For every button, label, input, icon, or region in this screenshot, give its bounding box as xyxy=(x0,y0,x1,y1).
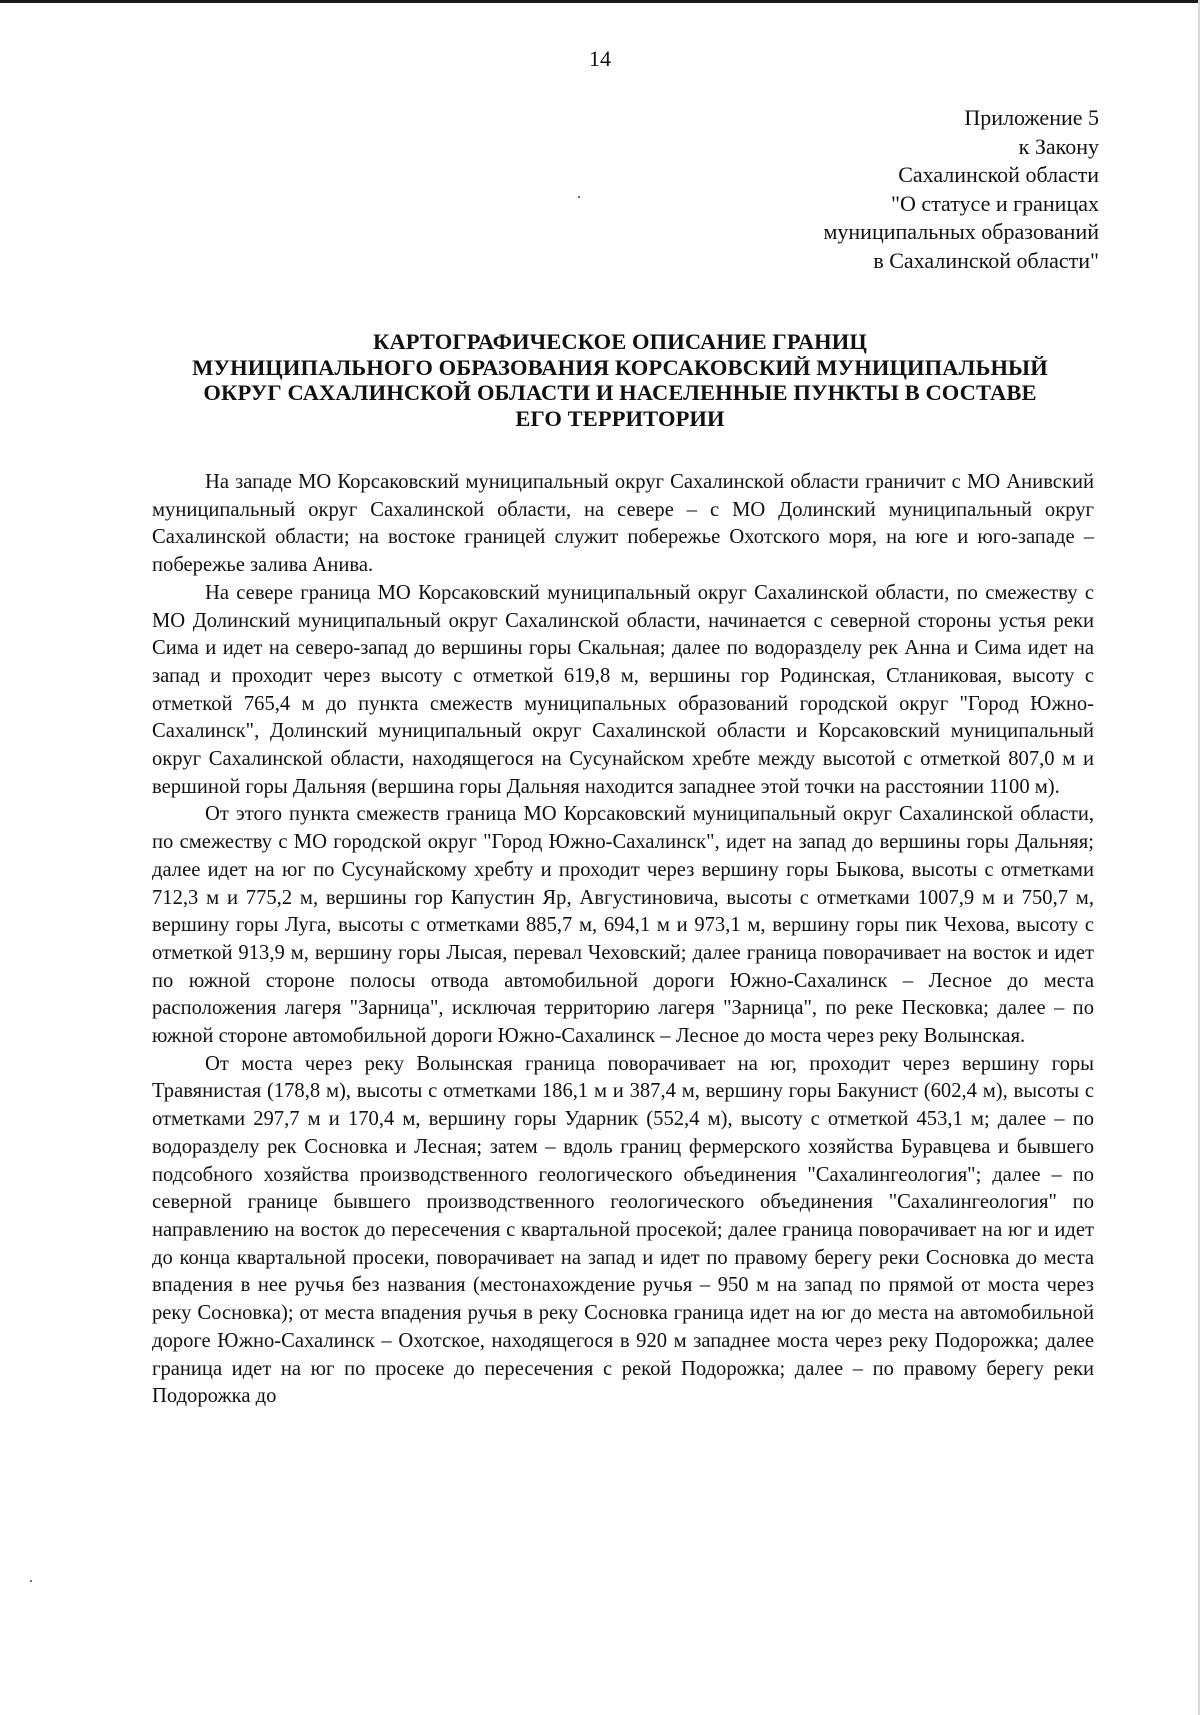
scan-speck xyxy=(578,196,580,198)
title-line: КАРТОГРАФИЧЕСКОЕ ОПИСАНИЕ ГРАНИЦ xyxy=(373,329,867,354)
attachment-line: муниципальных образований xyxy=(823,219,1099,244)
attachment-line: в Сахалинской области" xyxy=(873,247,1099,273)
scan-border-top xyxy=(0,0,1200,3)
attachment-line: "О статусе и границах xyxy=(891,190,1099,216)
paragraph: От этого пункта смежеств граница МО Корсаковский муниципальный округ Сахалинской области, по смежеству с МО городской округ "Город Южно-Сахалинск", идет на запад до вершины горы Дальняя; далее идет на юг по Сусунайскому хребту и проходит через вершину горы Быкова, высоты с отметками 712,3 м и 775,2 м, вершины гор Капустин Яр, Августиновича, высоты с отметками 1007,9 м и 750,7 м, вершину горы Луга, высоты с отметками 885,7 м, 694,1 м и 973,1 м, вершину горы пик Чехова, высоту с отметкой 913,9 м, вершину горы Лысая, перевал Чеховский; далее граница поворачивает на восток и идет по южной стороне полосы отвода автомобильной дороги Южно-Сахалинск – Лесное до места расположения лагеря "Зарница", исключая территорию лагеря "Зарница", по реке Песковка; далее – по южной стороне автомобильной дороги Южно-Сахалинск – Лесное до моста через реку Волынская. xyxy=(152,803,1094,1048)
paragraph: На западе МО Корсаковский муниципальный округ Сахалинской области граничит с МО Анивский муниципальный округ Сахалинской области, на севере – с МО Долинский муниципальный округ Сахалинской области; на востоке границей служит побережье Охотского моря, на юге и юго-западе – побережье залива Анива. xyxy=(152,471,1094,577)
title-line: МУНИЦИПАЛЬНОГО ОБРАЗОВАНИЯ КОРСАКОВСКИЙ МУНИЦИПАЛЬНЫЙ xyxy=(192,354,1048,380)
page-number: 14 xyxy=(589,46,611,71)
scan-speck xyxy=(30,1580,32,1582)
title-line: ЕГО ТЕРРИТОРИИ xyxy=(515,405,725,431)
attachment-header xyxy=(823,104,1099,275)
document-title xyxy=(150,329,1090,431)
document-body xyxy=(152,469,1094,1411)
title-line: ОКРУГ САХАЛИНСКОЙ ОБЛАСТИ И НАСЕЛЕННЫЕ ПУНКТЫ В СОСТАВЕ xyxy=(203,380,1037,405)
attachment-line: к Закону xyxy=(1018,133,1099,159)
paragraph: На севере граница МО Корсаковский муниципальный округ Сахалинской области, по смежеству с МО Долинский муниципальный округ Сахалинской области, начинается с северной стороны устья реки Сима и идет на северо-запад до вершины горы Скальная; далее по водоразделу рек Анна и Сима идет на запад и проходит через высоту с отметкой 619,8 м, вершины гор Родинская, Стланиковая, высоту с отметкой 765,4 м до пункта смежеств муниципальных образований городской округ "Город Южно-Сахалинск", Долинский муниципальный округ Сахалинской области и Корсаковский муниципальный округ Сахалинской области, находящегося на Сусунайском хребте между высотой с отметкой 807,0 м и вершиной горы Дальняя (вершина горы Дальняя находится западнее этой точки на расстоянии 1100 м). xyxy=(152,581,1094,798)
attachment-line: Приложение 5 xyxy=(964,105,1099,130)
attachment-line: Сахалинской области xyxy=(898,162,1099,187)
paragraph: От моста через реку Волынская граница поворачивает на юг, проходит через вершину горы Травянистая (178,8 м), высоты с отметками 186,1 м и 387,4 м, вершину горы Бакунист (602,4 м), высоты с отметками 297,7 м и 170,4 м, вершину горы Ударник (552,4 м), высоту с отметкой 453,1 м; далее – по водоразделу рек Сосновка и Лесная; затем – вдоль границ фермерского хозяйства Буравцева и бывшего подсобного хозяйства производственного геологического объединения "Сахалингеология"; далее – по северной границе бывшего производственного геологического объединения "Сахалингеология" по направлению на восток до пересечения с квартальной просекой; далее граница поворачивает на юг и идет до конца квартальной просеки, поворачивает на запад и идет по правому берегу реки Сосновка до места впадения в нее ручья без названия (местонахождение ручья – 950 м на запад по прямой от моста через реку Сосновка); от места впадения ручья в реку Сосновка граница идет на юг до места на автомобильной дороге Южно-Сахалинск – Охотское, находящегося в 920 м западнее моста через реку Подорожка; далее граница идет на юг по просеке до пересечения с рекой Подорожка; далее – по правому берегу реки Подорожка до xyxy=(152,1052,1094,1408)
